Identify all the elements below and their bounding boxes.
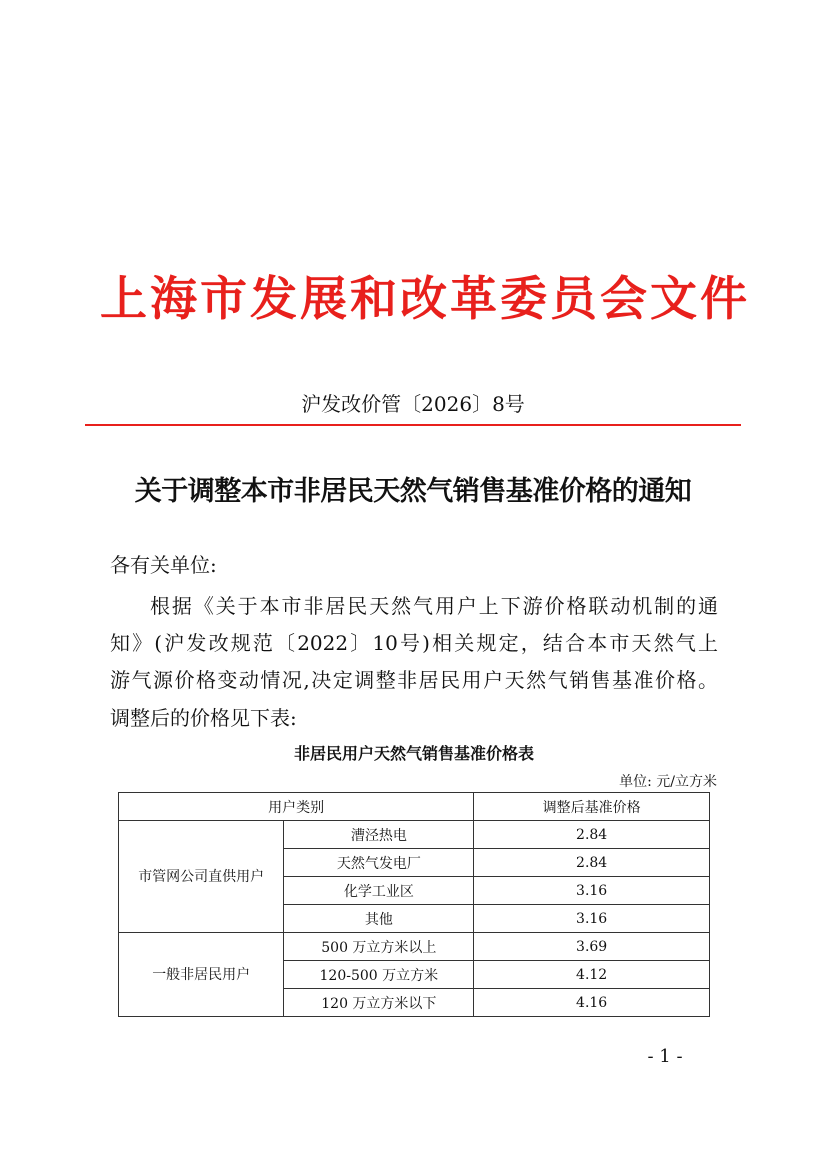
price: 2.84 [474,821,710,849]
body-line: 游气源价格变动情况,决定调整非居民用户天然气销售基准价格。 [110,668,718,692]
document-number: 沪发改价管〔2026〕8号 [301,392,525,416]
user-type: 天然气发电厂 [284,849,474,877]
table-unit: 单位: 元/立方米 [619,774,717,790]
table-title: 非居民用户天然气销售基准价格表 [293,744,534,763]
user-type: 漕泾热电 [284,821,474,849]
group-name: 市管网公司直供用户 [119,821,284,933]
table-row [119,821,710,849]
price: 2.84 [474,849,710,877]
notice-title: 关于调整本市非居民天然气销售基准价格的通知 [134,476,692,507]
salutation: 各有关单位: [110,553,217,577]
price: 3.16 [474,905,710,933]
user-type: 120 万立方米以下 [284,989,474,1017]
table-header-row [119,793,710,821]
user-type: 120-500 万立方米 [284,961,474,989]
page-number: - 1 - [647,1046,683,1067]
header-adjusted-price: 调整后基准价格 [474,793,710,821]
red-divider [85,424,741,426]
price: 3.16 [474,877,710,905]
header-user-category: 用户类别 [119,793,474,821]
user-type: 500 万立方米以上 [284,933,474,961]
body-line: 知》(沪发改规范〔2022〕10号)相关规定，结合本市天然气上 [110,631,718,655]
group-name: 一般非居民用户 [119,933,284,1017]
document-header-title: 上海市发展和改革委员会文件 [100,272,750,327]
user-type: 其他 [284,905,474,933]
price: 4.16 [474,989,710,1017]
user-type: 化学工业区 [284,877,474,905]
table-row [119,933,710,961]
price: 4.12 [474,961,710,989]
body-line: 调整后的价格见下表: [110,706,297,730]
price: 3.69 [474,933,710,961]
body-line: 根据《关于本市非居民天然气用户上下游价格联动机制的通 [150,594,718,618]
price-table [118,792,710,1017]
